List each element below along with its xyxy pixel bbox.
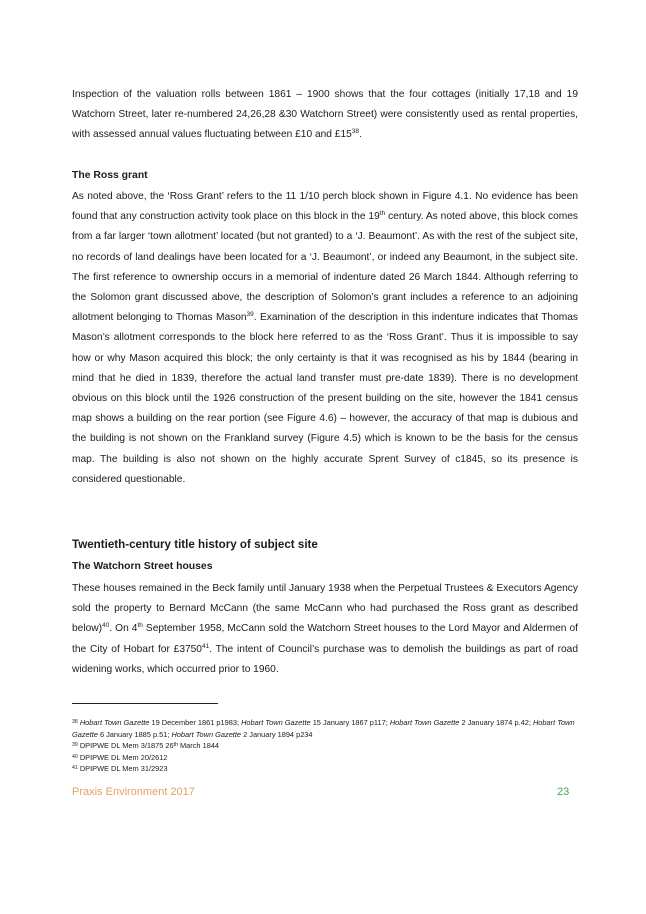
text: DPIPWE DL Mem 20/2612 xyxy=(77,752,168,762)
footnote-number: 39 xyxy=(72,742,78,749)
text: 6 January 1885 p.51; xyxy=(97,729,172,739)
text: . xyxy=(359,129,362,141)
superscript: th xyxy=(173,742,178,749)
paragraph-ross-grant xyxy=(72,187,578,490)
footnote-ref-41[interactable]: 41 xyxy=(201,642,210,650)
text: 2 January 1894 p234 xyxy=(241,729,313,739)
text: DPIPWE DL Mem 31/2923 xyxy=(77,764,168,774)
source-title: Hobart Town Gazette xyxy=(72,718,575,739)
footnotes xyxy=(72,717,582,775)
text: DPIPWE DL Mem 3/1875 26 xyxy=(77,741,174,751)
text: . On 4 xyxy=(109,623,138,635)
footnote-number: 41 xyxy=(72,765,78,772)
heading-ross-grant: The Ross grant xyxy=(72,170,148,181)
text: . Examination of the description in this indenture indicates that Thomas Mason’s allotment corresponds to the block here referred to as the ‘Ross Grant’. Thus it is impossible to say how or why Mason acquired this block; the only certainty is that it was recognised as his by 1844 (bearing in mind that he died in 1839, therefore the actual land transfer must pre-date 1839). There is no development obvious on this block until the 1926 construction of the present building on the site, however the 1841 census map shows a building on the rear portion (see Figure 4.6) – however, the accuracy of that map is dubious and the building is not shown on the Frankland survey (Figure 4.5) which is known to be the basis for the census map. The building is also not shown on the highly accurate Sprent Survey of c1845, so its presence is considered questionable. xyxy=(72,312,578,485)
superscript: th xyxy=(137,622,143,630)
text: As noted above, the ‘Ross Grant’ refers to the 11 1/10 perch block shown in Figure 4.1. No evidence has been found that any construction activity took place on this block in the 19 xyxy=(72,191,578,223)
source-title: Hobart Town Gazette xyxy=(241,718,311,727)
text: March 1844 xyxy=(177,741,220,751)
paragraph-watchorn-houses xyxy=(72,579,578,680)
superscript: th xyxy=(379,210,386,218)
text: 19 December 1861 p1983; xyxy=(149,718,242,727)
footnote-ref-39[interactable]: 39 xyxy=(246,311,254,319)
footnote-number: 40 xyxy=(72,753,78,760)
heading-watchorn-street-houses: The Watchorn Street houses xyxy=(72,561,213,572)
footnote-ref-38[interactable]: 38 xyxy=(351,128,360,136)
footnote-ref-40[interactable]: 40 xyxy=(102,622,110,630)
footnote-41 xyxy=(72,763,582,775)
source-title: Hobart Town Gazette xyxy=(389,718,460,727)
section-title: Twentieth-century title history of subject site xyxy=(72,538,318,551)
text: 2 January 1874 p.42; xyxy=(459,718,533,727)
source-title: Hobart Town Gazette xyxy=(171,729,242,739)
footnote-39 xyxy=(72,740,582,752)
text: Inspection of the valuation rolls between 1861 – 1900 shows that the four cottages (initially 17,18 and 19 Watchorn Street, later re-numbered 24,26,28 &30 Watchorn Street) were consistently used as rental properties, with assessed annual values fluctuating between £10 and £15 xyxy=(72,89,578,141)
source-title: Hobart Town Gazette xyxy=(79,718,150,727)
footnote-40 xyxy=(72,752,582,764)
text: . The intent of Council’s purchase was to demolish the buildings as part of road widening works, which occurred prior to 1960. xyxy=(72,643,578,675)
footnote-divider xyxy=(72,703,218,704)
footnote-38 xyxy=(72,717,582,740)
footnote-number: 38 xyxy=(72,719,78,725)
footer-company: Praxis Environment 2017 xyxy=(72,786,195,798)
text: 15 January 1867 p117; xyxy=(310,718,390,727)
text: September 1958, McCann sold the Watchorn Street houses to the Lord Mayor and Aldermen of the City of Hobart for £3750 xyxy=(72,623,578,655)
page-number: 23 xyxy=(557,786,570,798)
text: century. As noted above, this block comes from a far larger ‘town allotment’ located (but not granted) to a ‘J. Beaumont’. As with the rest of the subject site, no records of land dealings have been located for a ‘J. Beaumont’, or indeed any Beaumont, in the subject site. The first reference to ownership occurs in a memorial of indenture dated 26 March 1844. Although referring to the Solomon grant discussed above, the description of Solomon’s grant includes a reference to an adjoining allotment belonging to Thomas Mason xyxy=(72,211,578,324)
text: These houses remained in the Beck family until January 1938 when the Perpetual Trustees & Executors Agency sold the property to Bernard McCann (the same McCann who had purchased the Ross grant as described below) xyxy=(72,583,578,635)
paragraph-valuation-rolls xyxy=(72,85,578,146)
